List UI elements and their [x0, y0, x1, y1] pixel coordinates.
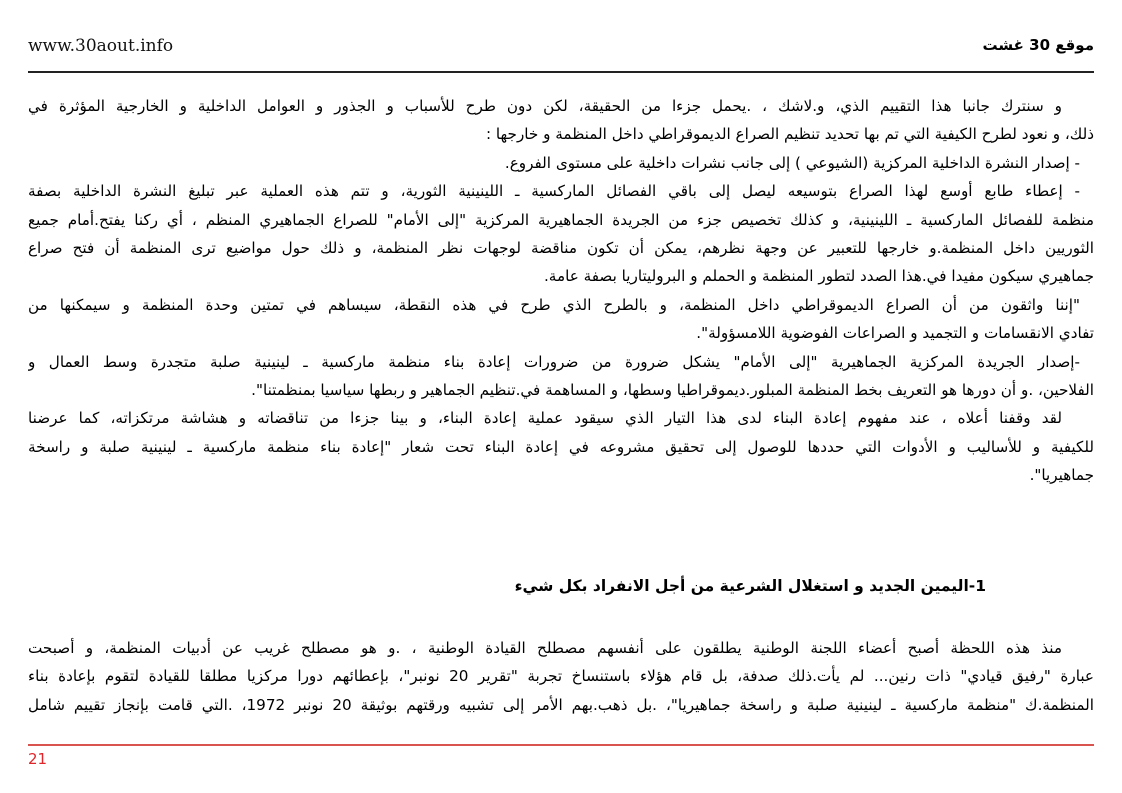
text-line: "إننا واثقون من أن الصراع الديموقراطي داخل المنظمة، و بالطرح الذي طرح في هذه النقطة، سيساهم في تمتين وحدة المنظمة و سيمكنها من [28, 295, 1080, 314]
text-line: ذلك، و نعود لطرح الكيفية التي تم بها تحديد تنظيم الصراع الديموقراطي داخل المنظمة و خارجها : [485, 125, 1094, 144]
text-line: و سنترك جانبا هذا التقييم الذي، و.لاشك ، .يحمل جزءا من الحقيقة، لكن دون طرح للأسباب و الجذور و العوامل الداخلية و الخارجية المؤثرة في [28, 97, 1062, 115]
site-url[interactable]: www.30aout.info [28, 36, 174, 56]
site-name: موقع 30 غشت [982, 36, 1094, 54]
body-text [28, 92, 1094, 489]
text-line: جماهيريا". [1029, 466, 1094, 485]
text-line: الفلاحين، .و أن دورها هو التعريف بخط المنظمة المبلور.ديموقراطيا وسطها، و المساهمة في.تنظيم الجماهير و ربطها سياسيا بمنظمتنا". [251, 380, 1094, 399]
header-divider [28, 71, 1094, 73]
text-line: - إصدار النشرة الداخلية المركزية (الشيوعي ) إلى جانب نشرات داخلية على مستوى الفروع. [504, 153, 1080, 172]
section-heading-text: 1-اليمين الجديد و استغلال الشرعية من أجل الانفراد بكل شيء [514, 577, 986, 595]
text-line: -إصدار الجريدة المركزية الجماهيرية "إلى الأمام" يشكل ضرورة من ضرورات إعادة بناء منظمة ماركسية ـ لينينية صلبة متجدرة وسط العمال و [28, 352, 1080, 371]
section-heading [28, 572, 1094, 600]
text-line: لقد وقفنا أعلاه ، عند مفهوم إعادة البناء لدى هذا التيار الذي سيقود عملية إعادة البناء، و بينا جزءا من تناقضاته و هشاشة مرتكزاته، كما عرضنا [28, 409, 1062, 428]
text-line: جماهيري سيكون مفيدا في.هذا الصدد لتطور المنظمة و الحملم و البروليتاريا بصفة عامة. [543, 267, 1094, 286]
text-line: منظمة للفصائل الماركسية ـ اللينينية، و كذلك تخصيص جزء من الجريدة الجماهيرية المركزية "إلى الأمام" للصراع الجماهيري المنظم ، أي ركنا يفتح.أمام جميع [28, 210, 1094, 229]
text-line: للكيفية و للأساليب و الأدوات التي حددها للوصول إلى تحقيق مشروعه في إعادة البناء تحت شعار "إعادة بناء منظمة ماركسية ـ لينينية صلبة و راسخة [28, 437, 1094, 456]
page-header [28, 36, 1094, 64]
footer-divider [28, 744, 1094, 746]
section-body-text [28, 634, 1094, 719]
text-line: المنظمة.ك "منظمة ماركسية ـ لينينية صلبة و راسخة جماهيريا"، .بل ذهب.بهم الأمر إلى تشبيه ورقتهم بوثيقة 20 نونبر 1972، .التي قامت بإنجاز تقييم شامل [28, 695, 1094, 714]
page-number: 21 [28, 750, 48, 768]
text-line: الثوريين داخل المنظمة.و خارجها للتعبير عن وجهة نظرهم، يمكن أن تكون مناقضة لوجهات نظر المنظمة، و ذلك حول مواضيع ترى المنظمة أن فتح صراع [28, 238, 1094, 257]
text-line: عبارة "رفيق قيادي" ذات رنين... لم يأت.ذلك صدفة، بل قام هؤلاء باستنساخ تجربة "تقرير 20 نونبر"، بإعطائهم دورا مركزيا مطلقا للقيادة لتقوم بإعادة بناء [28, 667, 1094, 686]
text-line: - إعطاء طابع أوسع لهذا الصراع بتوسيعه ليصل إلى باقي الفصائل الماركسية ـ اللينينية الثورية، و تتم هذه العملية عبر تبليغ النشرة الداخلية بصفة [28, 182, 1080, 201]
text-line: منذ هذه اللحظة أصبح أعضاء اللجنة الوطنية يطلقون على أنفسهم مصطلح القيادة الوطنية ، .و هو مصطلح غريب عن أدبيات المنظمة، و أصبحت [28, 639, 1062, 657]
text-line: تفادي الانقسامات و التجميد و الصراعات الفوضوية اللامسؤولة". [696, 324, 1094, 343]
